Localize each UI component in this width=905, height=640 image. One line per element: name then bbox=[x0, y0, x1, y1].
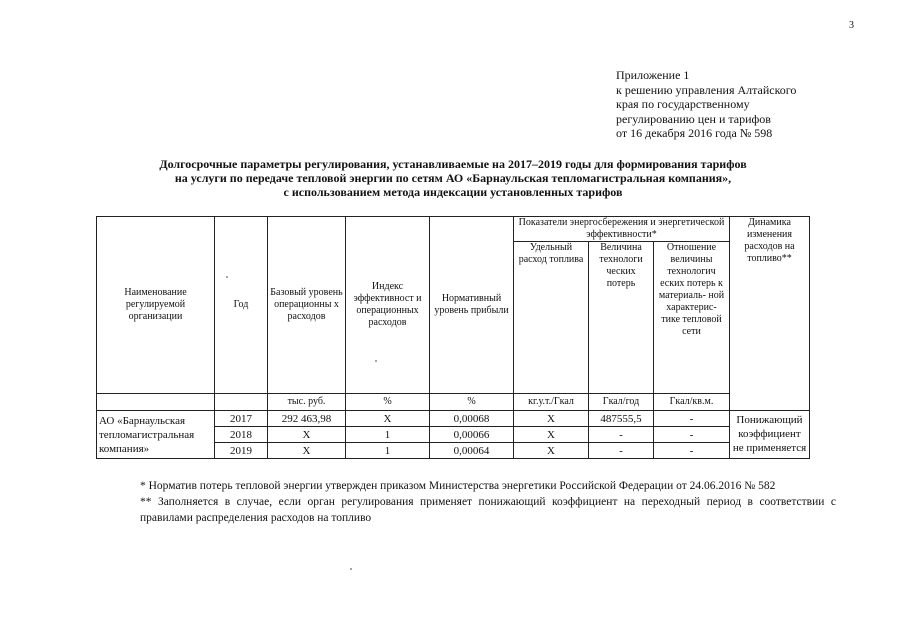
index-cell: 1 bbox=[346, 443, 430, 459]
appendix-line: края по государственному bbox=[616, 97, 750, 111]
document-title bbox=[96, 157, 810, 199]
header-loss-ratio: Отношение величины технологич еских потерь к материаль- ной характерис- тике тепловой сети bbox=[654, 242, 730, 394]
scan-speck bbox=[350, 568, 352, 570]
unit-index: % bbox=[346, 394, 430, 411]
footnotes bbox=[140, 478, 836, 526]
losses-cell: - bbox=[589, 443, 654, 459]
appendix-line: регулированию цен и тарифов bbox=[616, 111, 771, 126]
parameters-table bbox=[96, 216, 810, 459]
dynamics-cell: Понижающий коэффициент не применяется bbox=[730, 411, 810, 459]
header-tech-losses: Величина технологи ческих потерь bbox=[589, 242, 654, 394]
title-line: Долгосрочные параметры регулирования, устанавливаемые на 2017–2019 годы для формирования тарифов bbox=[159, 157, 747, 171]
profit-cell: 0,00064 bbox=[430, 443, 514, 459]
header-fuel-dynamics: Динамика изменения расходов на топливо** bbox=[730, 217, 810, 411]
appendix-line: от 16 декабря 2016 года № 598 bbox=[616, 126, 773, 140]
ratio-cell: - bbox=[654, 427, 730, 443]
header-base-level: Базовый уровень операционны х расходов bbox=[268, 217, 346, 394]
profit-cell: 0,00068 bbox=[430, 411, 514, 427]
header-org: Наименование регулируемой организации bbox=[97, 217, 215, 394]
scan-speck bbox=[375, 360, 377, 362]
profit-cell: 0,00066 bbox=[430, 427, 514, 443]
unit-fuel: кг.у.т./Гкал bbox=[514, 394, 589, 411]
table-row bbox=[97, 411, 810, 427]
header-efficiency-index: Индекс эффективност и операционных расходов bbox=[346, 217, 430, 394]
title-line: с использованием метода индексации установленных тарифов bbox=[283, 185, 623, 199]
fuel-cell: Х bbox=[514, 411, 589, 427]
header-profit-level: Нормативный уровень прибыли bbox=[430, 217, 514, 394]
scan-speck bbox=[226, 276, 228, 278]
appendix-line: к решению управления Алтайского bbox=[616, 82, 797, 97]
page-number: 3 bbox=[849, 20, 854, 31]
index-cell: 1 bbox=[346, 427, 430, 443]
unit-base: тыс. руб. bbox=[268, 394, 346, 411]
unit-empty bbox=[215, 394, 268, 411]
header-energy-group: Показатели энергосбережения и энергетической эффективности* bbox=[514, 217, 730, 242]
unit-ratio: Гкал/кв.м. bbox=[654, 394, 730, 411]
fuel-cell: Х bbox=[514, 443, 589, 459]
year-cell: 2018 bbox=[215, 427, 268, 443]
ratio-cell: - bbox=[654, 411, 730, 427]
ratio-cell: - bbox=[654, 443, 730, 459]
header-year: Год bbox=[215, 217, 268, 394]
unit-losses: Гкал/год bbox=[589, 394, 654, 411]
index-cell: Х bbox=[346, 411, 430, 427]
org-name-cell: АО «Барнаульская тепломагистральная компания» bbox=[97, 411, 215, 459]
base-cell: Х bbox=[268, 427, 346, 443]
appendix-block bbox=[616, 68, 796, 141]
appendix-line: Приложение 1 bbox=[616, 68, 690, 82]
unit-profit: % bbox=[430, 394, 514, 411]
year-cell: 2017 bbox=[215, 411, 268, 427]
losses-cell: - bbox=[589, 427, 654, 443]
header-fuel-rate: Удельный расход топлива bbox=[514, 242, 589, 394]
title-line: на услуги по передаче тепловой энергии по сетям АО «Барнаульская тепломагистральная компания», bbox=[174, 171, 732, 185]
fuel-cell: Х bbox=[514, 427, 589, 443]
losses-cell: 487555,5 bbox=[589, 411, 654, 427]
unit-empty bbox=[97, 394, 215, 411]
base-cell: 292 463,98 bbox=[268, 411, 346, 427]
base-cell: Х bbox=[268, 443, 346, 459]
year-cell: 2019 bbox=[215, 443, 268, 459]
footnote-2: ** Заполняется в случае, если орган регулирования применяет понижающий коэффициент на переходный период в соответствии с правилами распределения расходов на топливо bbox=[140, 496, 836, 524]
footnote-1: * Норматив потерь тепловой энергии утвержден приказом Министерства энергетики Российской Федерации от 24.06.2016 № 582 bbox=[140, 480, 776, 492]
